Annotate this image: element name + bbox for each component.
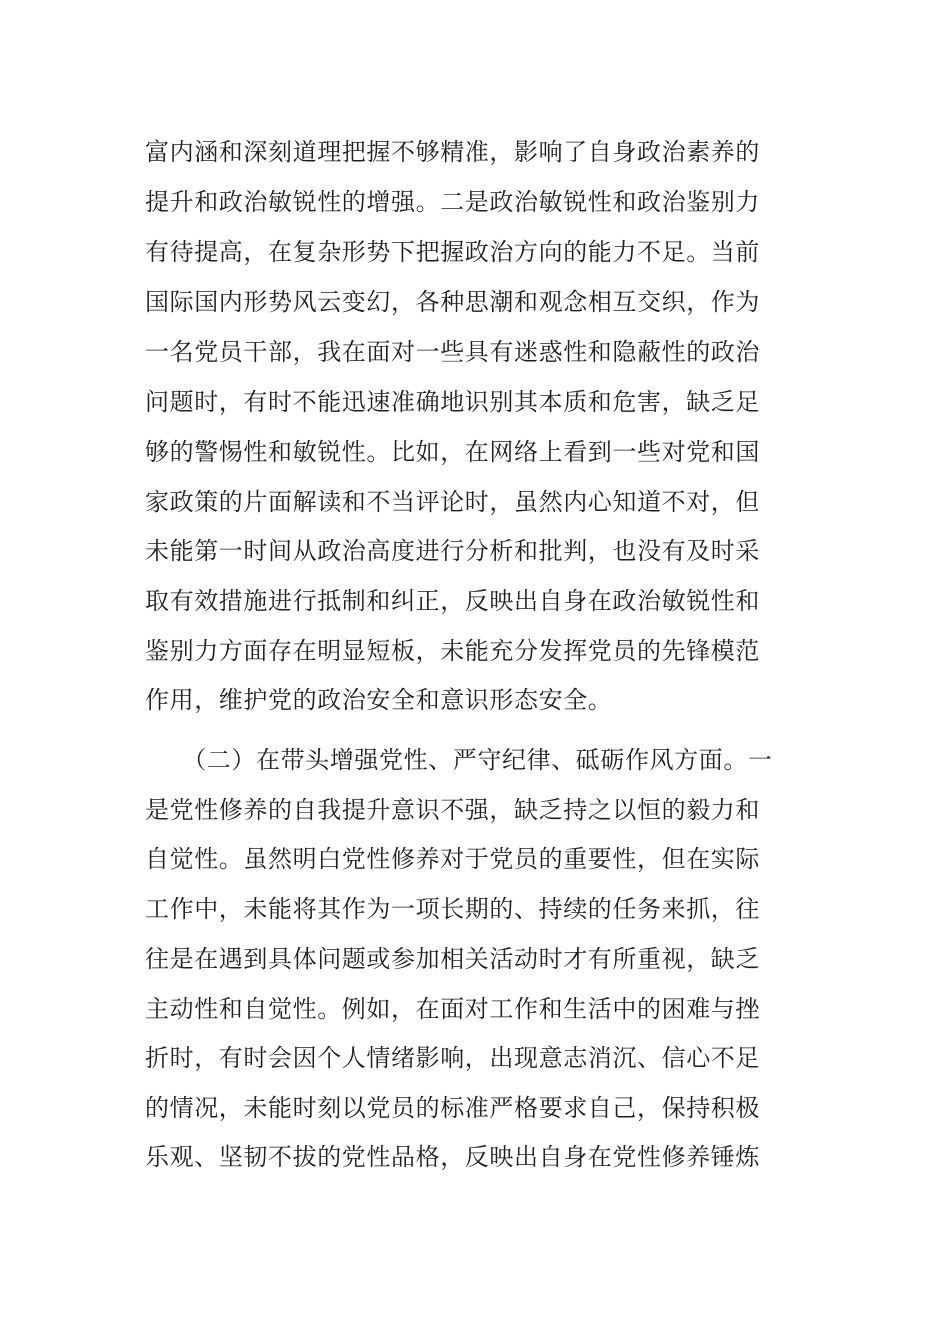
paragraph-1-line-3: 有待提高，在复杂形势下把握政治方向的能力不足。当前 (145, 238, 760, 266)
paragraph-2-line-8: 的情况，未能时刻以党员的标准严格要求自己，保持积极 (145, 1094, 760, 1122)
paragraph-1-line-10: 取有效措施进行抵制和纠正，反映出自身在政治敏锐性和 (145, 587, 760, 615)
paragraph-1-line-4: 国际国内形势风云变幻，各种思潮和观念相互交织，作为 (145, 288, 760, 316)
paragraph-1-line-2: 提升和政治敏锐性的增强。二是政治敏锐性和政治鉴别力 (145, 188, 760, 216)
paragraph-1-line-5: 一名党员干部，我在面对一些具有迷惑性和隐蔽性的政治 (145, 338, 760, 366)
paragraph-1-line-11: 鉴别力方面存在明显短板，未能充分发挥党员的先锋模范 (145, 637, 760, 665)
paragraph-2-line-5: 往是在遇到具体问题或参加相关活动时才有所重视，缺乏 (145, 945, 760, 973)
paragraph-1-line-7: 够的警惕性和敏锐性。比如，在网络上看到一些对党和国 (145, 438, 760, 466)
paragraph-2-line-9: 乐观、坚韧不拔的党性品格，反映出自身在党性修养锤炼 (145, 1143, 760, 1171)
paragraph-1-line-9: 未能第一时间从政治高度进行分析和批判，也没有及时采 (145, 537, 760, 565)
paragraph-2-line-4: 工作中，未能将其作为一项长期的、持续的任务来抓，往 (145, 895, 760, 923)
paragraph-1-line-12: 作用，维护党的政治安全和意识形态安全。 (145, 686, 613, 714)
paragraph-1-line-6: 问题时，有时不能迅速准确地识别其本质和危害，缺乏足 (145, 388, 760, 416)
paragraph-1-line-8: 家政策的片面解读和不当评论时，虽然内心知道不对，但 (145, 488, 760, 516)
paragraph-1-line-1: 富内涵和深刻道理把握不够精准，影响了自身政治素养的 (145, 138, 760, 166)
paragraph-2-line-1: （二）在带头增强党性、严守纪律、砥砺作风方面。一 (145, 746, 773, 774)
paragraph-2-line-7: 折时，有时会因个人情绪影响，出现意志消沉、信心不足 (145, 1044, 760, 1072)
paragraph-2-line-3: 自觉性。虽然明白党性修养对于党员的重要性，但在实际 (145, 845, 760, 873)
paragraph-2-line-6: 主动性和自觉性。例如，在面对工作和生活中的困难与挫 (145, 995, 760, 1023)
paragraph-2-line-2: 是党性修养的自我提升意识不强，缺乏持之以恒的毅力和 (145, 796, 760, 824)
